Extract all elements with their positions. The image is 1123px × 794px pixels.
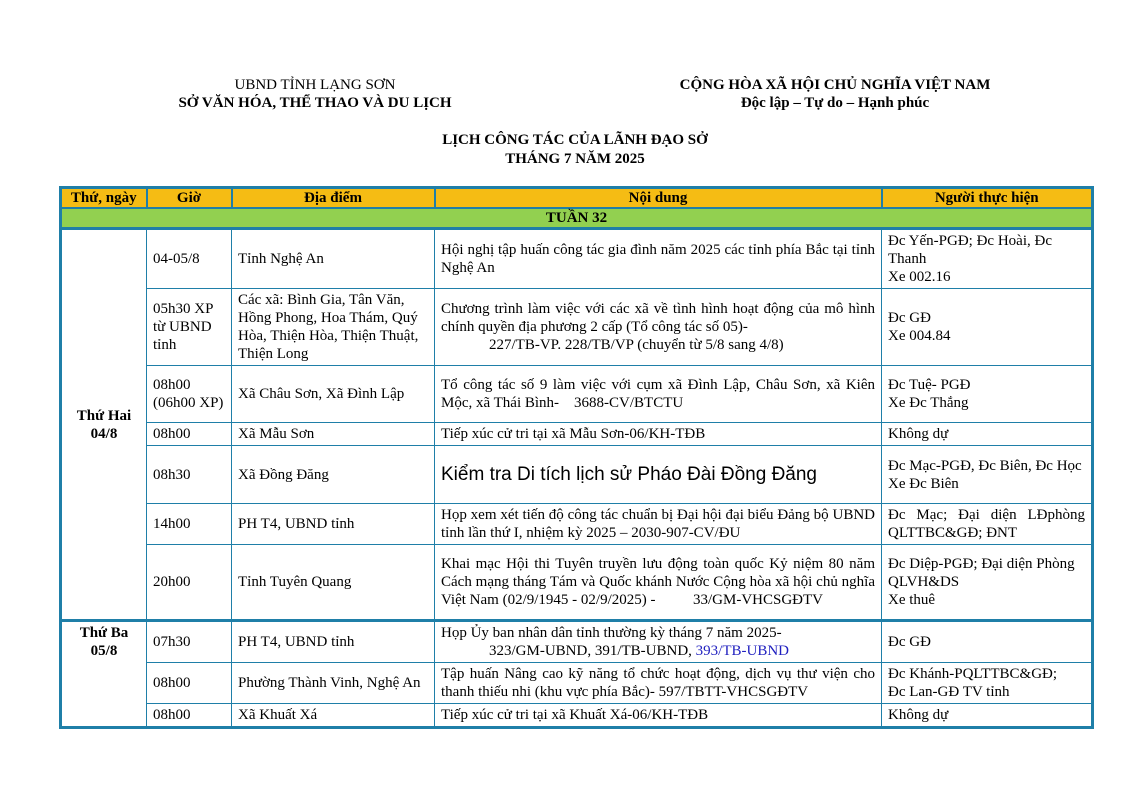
content-cell: Chương trình làm việc với các xã về tình hình hoạt động của mô hình chính quyền địa phương 2 cấp (Tổ công tác số 05)- 227/TB-VP. 228/TB/VP (chuyển từ 5/8 sang 4/8)	[435, 289, 882, 366]
country-name: CỘNG HÒA XÃ HỘI CHỦ NGHĨA VIỆT NAM	[679, 77, 991, 93]
place-cell: Xã Khuất Xá	[232, 704, 435, 728]
time-cell: 05h30 XP từ UBND tỉnh	[147, 289, 232, 366]
col-person: Người thực hiện	[882, 188, 1093, 209]
week-row	[61, 208, 1093, 229]
table-header-row	[61, 188, 1093, 209]
place-cell: Xã Châu Sơn, Xã Đình Lập	[232, 366, 435, 423]
place-cell: Các xã: Bình Gia, Tân Văn, Hồng Phong, Hoa Thám, Quý Hòa, Thiện Hòa, Thiện Thuật, Thiện Long	[232, 289, 435, 366]
time-cell: 08h00	[147, 704, 232, 728]
person-cell: Đc Tuệ- PGĐ Xe Đc Thắng	[882, 366, 1093, 423]
time-cell: 08h00	[147, 663, 232, 704]
schedule-table	[59, 186, 1094, 729]
title-line2: THÁNG 7 NĂM 2025	[505, 151, 645, 167]
document-title	[0, 131, 1123, 169]
content-cell: Tập huấn Nâng cao kỹ năng tổ chức hoạt động, dịch vụ thư viện cho thanh thiếu nhi (khu vực phía Bắc)- 597/TBTT-VHCSGĐTV	[435, 663, 882, 704]
content-cell: Tiếp xúc cử tri tại xã Mẫu Sơn-06/KH-TĐB	[435, 423, 882, 446]
table-row	[61, 446, 1093, 504]
time-cell: 14h00	[147, 504, 232, 545]
week-label: TUẦN 32	[61, 208, 1093, 229]
day-date: 04/8	[90, 425, 118, 442]
content-cell: Kiểm tra Di tích lịch sử Pháo Đài Đồng Đăng	[435, 446, 882, 504]
time-cell: 07h30	[147, 621, 232, 663]
national-motto	[640, 76, 1030, 112]
person-cell: Đc GĐ	[882, 621, 1093, 663]
day-date: 05/8	[90, 643, 118, 659]
time-cell: 04-05/8	[147, 229, 232, 289]
place-cell: PH T4, UBND tỉnh	[232, 504, 435, 545]
place-cell: PH T4, UBND tỉnh	[232, 621, 435, 663]
content-cell: Họp Ủy ban nhân dân tỉnh thường kỳ tháng 7 năm 2025- 323/GM-UBND, 391/TB-UBND, 393/TB-UBND	[435, 621, 882, 663]
content-cell: Họp xem xét tiến độ công tác chuẩn bị Đại hội đại biểu Đảng bộ UBND tỉnh lần thứ I, nhiệm kỳ 2025 – 2030-907-CV/ĐU	[435, 504, 882, 545]
person-cell: Đc Yến-PGĐ; Đc Hoài, Đc Thanh Xe 002.16	[882, 229, 1093, 289]
document-link[interactable]: 393/TB-UBND	[695, 643, 790, 659]
agency-header	[150, 76, 480, 112]
place-cell: Tỉnh Nghệ An	[232, 229, 435, 289]
content-cell: Khai mạc Hội thi Tuyên truyền lưu động toàn quốc Kỷ niệm 80 năm Cách mạng tháng Tám và Quốc khánh Nước Cộng hòa xã hội chủ nghĩa Việt Nam (02/9/1945 - 02/9/2025) - 33/GM-VHCSGĐTV	[435, 545, 882, 621]
day-cell	[61, 229, 147, 621]
table-row	[61, 229, 1093, 289]
table-row	[61, 504, 1093, 545]
day-cell	[61, 621, 147, 728]
person-cell: Đc Khánh-PQLTTBC&GĐ; Đc Lan-GĐ TV tỉnh	[882, 663, 1093, 704]
col-place: Địa điểm	[232, 188, 435, 209]
person-cell: Đc Mạc-PGĐ, Đc Biên, Đc Học Xe Đc Biên	[882, 446, 1093, 504]
person-cell: Không dự	[882, 704, 1093, 728]
content-cell: Hội nghị tập huấn công tác gia đình năm 2025 các tỉnh phía Bắc tại tỉnh Nghệ An	[435, 229, 882, 289]
table-row	[61, 704, 1093, 728]
time-cell: 08h00 (06h00 XP)	[147, 366, 232, 423]
place-cell: Xã Đồng Đăng	[232, 446, 435, 504]
table-row	[61, 663, 1093, 704]
table-row	[61, 366, 1093, 423]
content-cell: Tiếp xúc cử tri tại xã Khuất Xá-06/KH-TĐB	[435, 704, 882, 728]
time-cell: 20h00	[147, 545, 232, 621]
time-cell: 08h00	[147, 423, 232, 446]
person-cell: Không dự	[882, 423, 1093, 446]
table-row	[61, 621, 1093, 663]
table-row	[61, 423, 1093, 446]
table-row	[61, 289, 1093, 366]
place-cell: Tỉnh Tuyên Quang	[232, 545, 435, 621]
person-cell: Đc GĐ Xe 004.84	[882, 289, 1093, 366]
day-name: Thứ Ba	[79, 625, 129, 641]
department-name: SỞ VĂN HÓA, THỂ THAO VÀ DU LỊCH	[178, 95, 452, 111]
col-day: Thứ, ngày	[61, 188, 147, 209]
table-row	[61, 545, 1093, 621]
col-time: Giờ	[147, 188, 232, 209]
person-cell: Đc Mạc; Đại diện LĐphòng QLTTBC&GĐ; ĐNT	[882, 504, 1093, 545]
title-line1: LỊCH CÔNG TÁC CỦA LÃNH ĐẠO SỞ	[442, 132, 708, 148]
person-cell: Đc Diệp-PGĐ; Đại diện Phòng QLVH&DS Xe thuê	[882, 545, 1093, 621]
motto: Độc lập – Tự do – Hạnh phúc	[740, 95, 930, 111]
place-cell: Phường Thành Vinh, Nghệ An	[232, 663, 435, 704]
content-cell: Tổ công tác số 9 làm việc với cụm xã Đình Lập, Châu Sơn, xã Kiên Mộc, xã Thái Bình- 3688-CV/BTCTU	[435, 366, 882, 423]
place-cell: Xã Mẫu Sơn	[232, 423, 435, 446]
col-content: Nội dung	[435, 188, 882, 209]
day-name: Thứ Hai	[76, 407, 132, 424]
province-name: UBND TỈNH LẠNG SƠN	[234, 77, 396, 93]
time-cell: 08h30	[147, 446, 232, 504]
